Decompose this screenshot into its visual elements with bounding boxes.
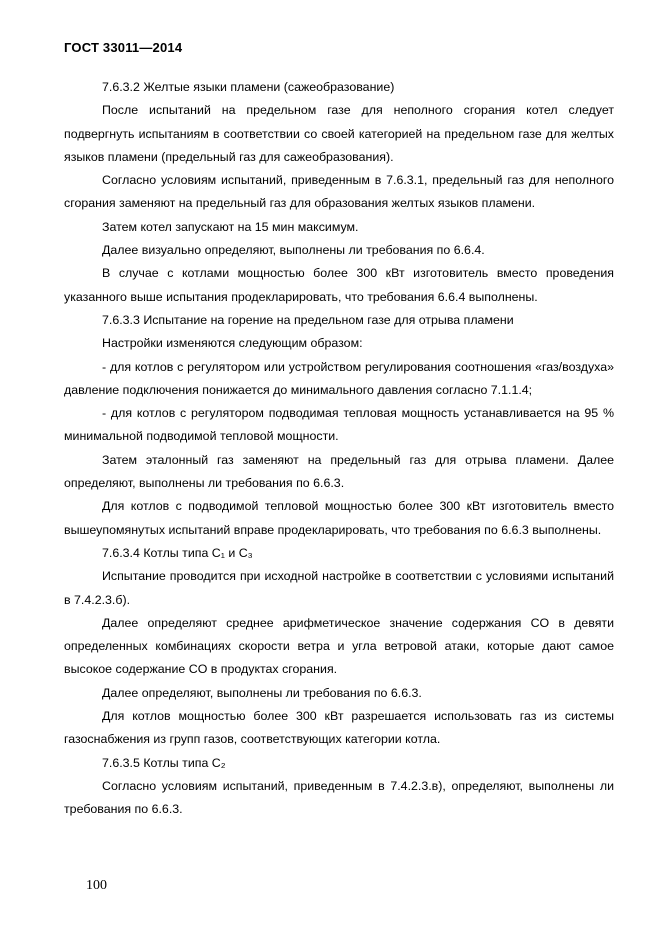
paragraph: Согласно условиям испытаний, приведенным в 7.4.2.3.в), определяют, выполнены ли требования по 6.6.3. xyxy=(64,778,614,817)
document-header: ГОСТ 33011—2014 xyxy=(64,40,183,55)
page-number: 100 xyxy=(86,878,107,893)
list-item: - для котлов с регулятором подводимая тепловая мощность устанавливается на 95 % минимальной подводимой тепловой мощности. xyxy=(64,406,614,444)
paragraph: Затем котел запускают на 15 мин максимум. xyxy=(102,219,359,234)
paragraph: Для котлов мощностью более 300 кВт разрешается использовать газ из системы газоснабжения из групп газов, соответствующих категории котла. xyxy=(64,709,614,747)
list-item: - для котлов с регулятором или устройством регулирования соотношения «газ/воздуха» давление подключения понижается до минимального давления согласно 7.1.1.4; xyxy=(64,359,614,397)
paragraph: Далее визуально определяют, выполнены ли требования по 6.6.4. xyxy=(102,243,485,258)
paragraph: Далее определяют среднее арифметическое значение содержания CO в девяти определенных комбинациях скорости ветра и угла ветровой атаки, которые дают самое высокое содержание CO в продуктах сгорания. xyxy=(64,615,614,677)
paragraph: После испытаний на предельном газе для неполного сгорания котел следует подвергнуть испытаниям в соответствии со своей категорией на предельном газе для желтых языков пламени (предельный газ для сажеобразования). xyxy=(64,103,614,164)
section-heading-7-6-3-2: 7.6.3.2 Желтые языки пламени (сажеобразование) xyxy=(102,80,395,94)
paragraph: Согласно условиям испытаний, приведенным в 7.6.3.1, предельный газ для неполного сгорания заменяют на предельный газ для образования желтых языков пламени. xyxy=(64,173,614,211)
paragraph: Настройки изменяются следующим образом: xyxy=(102,336,363,351)
section-heading-7-6-3-5: 7.6.3.5 Котлы типа C₂ xyxy=(102,755,226,770)
paragraph: Затем эталонный газ заменяют на предельный газ для отрыва пламени. Далее определяют, выполнены ли требования по 6.6.3. xyxy=(64,452,614,491)
paragraph: Далее определяют, выполнены ли требования по 6.6.3. xyxy=(102,685,422,700)
paragraph: Испытание проводится при исходной настройке в соответствии с условиями испытаний в 7.4.2.3.б). xyxy=(64,569,614,607)
document-body xyxy=(64,76,614,822)
section-heading-7-6-3-4: 7.6.3.4 Котлы типа C₁ и C₃ xyxy=(102,545,253,560)
section-heading-7-6-3-3: 7.6.3.3 Испытание на горение на предельном газе для отрыва пламени xyxy=(102,312,514,327)
paragraph: Для котлов с подводимой тепловой мощностью более 300 кВт изготовитель вместо вышеупомянутых испытаний вправе продекларировать, что требования по 6.6.3 выполнены. xyxy=(64,499,614,537)
paragraph: В случае с котлами мощностью более 300 кВт изготовитель вместо проведения указанного выше испытания продекларировать, что требования 6.6.4 выполнены. xyxy=(64,266,614,304)
